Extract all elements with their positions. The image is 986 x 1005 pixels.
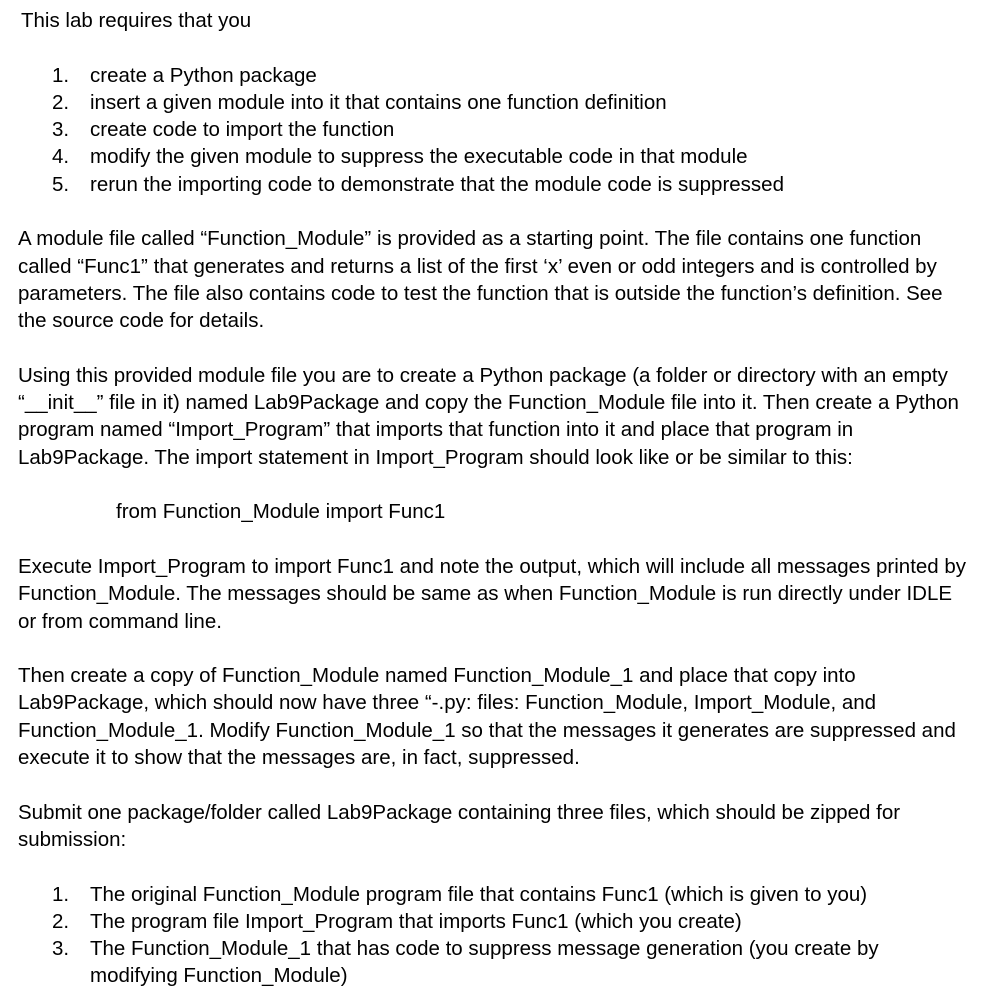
list-item (18, 171, 968, 198)
list-number: 3. (52, 937, 70, 961)
list-item (18, 116, 968, 143)
steps-list (18, 62, 968, 198)
list-item (18, 908, 968, 935)
list-item (18, 881, 968, 908)
step-text: create code to import the function (90, 118, 395, 142)
spacer (18, 526, 968, 553)
paragraph-execute: Execute Import_Program to import Func1 and note the output, which will include all messages printed by Function_Module. The messages should be same as when Function_Module is run directly under IDLE or from command line. (18, 554, 967, 633)
step-text: modify the given module to suppress the executable code in that module (90, 145, 748, 169)
file-text: The original Function_Module program file that contains Func1 (which is given to you) (90, 882, 868, 906)
paragraph-module-file: A module file called “Function_Module” is provided as a starting point. The file contains one function called “Func1” that generates and returns a list of the first ‘x’ even or odd integers and is controlled by parameters. The file also contains code to test the function that is outside the function’s definition. See the source code for details. (18, 227, 943, 333)
spacer (18, 34, 968, 61)
file-text: The Function_Module_1 that has code to suppress message generation (you create by modifying Function_Module) (90, 937, 879, 988)
list-number: 5. (52, 172, 70, 196)
list-number: 1. (52, 63, 70, 87)
list-item (18, 89, 968, 116)
spacer (18, 771, 968, 798)
list-item (18, 62, 968, 89)
list-item (18, 143, 968, 170)
spacer (18, 853, 968, 880)
spacer (18, 335, 968, 362)
step-text: rerun the importing code to demonstrate that the module code is suppressed (90, 172, 784, 196)
files-list (18, 881, 968, 990)
list-number: 1. (52, 882, 70, 906)
intro-line: This lab requires that you (21, 9, 252, 32)
file-text: The program file Import_Program that imports Func1 (which you create) (90, 909, 742, 933)
list-number: 3. (52, 118, 70, 142)
paragraph-copy-module: Then create a copy of Function_Module named Function_Module_1 and place that copy into Lab9Package, which should now have three “-.py: files: Function_Module, Import_Module, and Function_Module_1. Modify Function_Module_1 so that the messages it generates are suppressed and execute it to show that the messages are, in fact, suppressed. (18, 664, 956, 770)
list-number: 2. (52, 909, 70, 933)
document-body (18, 7, 968, 990)
spacer (18, 635, 968, 662)
step-text: create a Python package (90, 63, 317, 87)
list-item (18, 935, 968, 990)
list-number: 2. (52, 90, 70, 114)
spacer (18, 198, 968, 225)
import-statement: from Function_Module import Func1 (116, 500, 446, 524)
paragraph-create-package: Using this provided module file you are to create a Python package (a folder or directory with an empty “__init__” file in it) named Lab9Package and copy the Function_Module file into it. Then create a Python program named “Import_Program” that imports that function into it and place that program in Lab9Package. The import statement in Import_Program should look like or be similar to this: (18, 363, 959, 469)
paragraph-submit: Submit one package/folder called Lab9Package containing three files, which should be zipped for submission: (18, 800, 901, 851)
spacer (18, 471, 968, 498)
step-text: insert a given module into it that contains one function definition (90, 90, 667, 114)
list-number: 4. (52, 145, 70, 169)
